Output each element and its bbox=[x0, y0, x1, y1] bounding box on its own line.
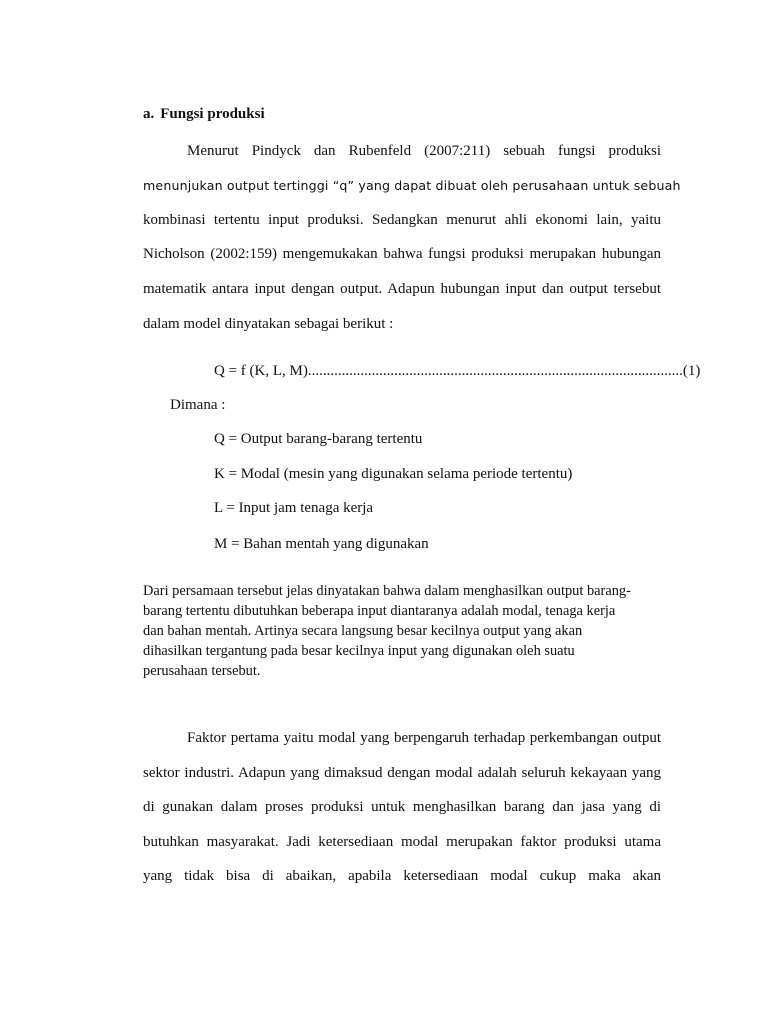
formula-number: (1) bbox=[682, 363, 701, 379]
paragraph-line: matematik antara input dengan output. Adapun hubungan input dan output tersebut bbox=[143, 281, 661, 297]
definition-item: L = Input jam tenaga kerja bbox=[214, 500, 374, 516]
section-marker: a. bbox=[143, 106, 155, 122]
where-label: Dimana : bbox=[170, 397, 226, 413]
paragraph-line: butuhkan masyarakat. Jadi ketersediaan modal merupakan faktor produksi utama bbox=[143, 834, 661, 850]
formula-expression: Q = f (K, L, M) bbox=[214, 363, 308, 379]
formula-line bbox=[214, 361, 701, 381]
paragraph-line: dan bahan mentah. Artinya secara langsung besar kecilnya output yang akan bbox=[143, 623, 583, 639]
paragraph-line: Dari persamaan tersebut jelas dinyatakan bahwa dalam menghasilkan output barang- bbox=[143, 583, 631, 599]
paragraph-line: dihasilkan tergantung pada besar kecilnya input yang digunakan oleh suatu bbox=[143, 643, 575, 659]
paragraph-line: yang tidak bisa di abaikan, apabila ketersediaan modal cukup maka akan bbox=[143, 868, 661, 884]
paragraph-line: sektor industri. Adapun yang dimaksud dengan modal adalah seluruh kekayaan yang bbox=[143, 765, 661, 781]
formula-leader: .................................................................................................... bbox=[307, 363, 683, 379]
section-title: Fungsi produksi bbox=[160, 106, 265, 122]
paragraph-line: Faktor pertama yaitu modal yang berpengaruh terhadap perkembangan output bbox=[187, 730, 661, 746]
paragraph-line: dalam model dinyatakan sebagai berikut : bbox=[143, 316, 394, 332]
definition-item: Q = Output barang-barang tertentu bbox=[214, 431, 423, 447]
paragraph-line: di gunakan dalam proses produksi untuk menghasilkan barang dan jasa yang di bbox=[143, 799, 661, 815]
paragraph-line: kombinasi tertentu input produksi. Sedangkan menurut ahli ekonomi lain, yaitu bbox=[143, 212, 661, 228]
definition-item: M = Bahan mentah yang digunakan bbox=[214, 536, 429, 552]
paragraph-line: Nicholson (2002:159) mengemukakan bahwa fungsi produksi merupakan hubungan bbox=[143, 246, 661, 262]
paragraph-line: barang tertentu dibutuhkan beberapa input diantaranya adalah modal, tenaga kerja bbox=[143, 603, 616, 619]
definition-item: K = Modal (mesin yang digunakan selama periode tertentu) bbox=[214, 466, 573, 482]
paragraph-line: menunjukan output tertinggi “q” yang dapat dibuat oleh perusahaan untuk sebuah bbox=[143, 178, 681, 193]
paragraph-line: Menurut Pindyck dan Rubenfeld (2007:211) sebuah fungsi produksi bbox=[187, 143, 661, 159]
section-heading bbox=[143, 106, 265, 123]
paragraph-line: perusahaan tersebut. bbox=[143, 663, 261, 679]
